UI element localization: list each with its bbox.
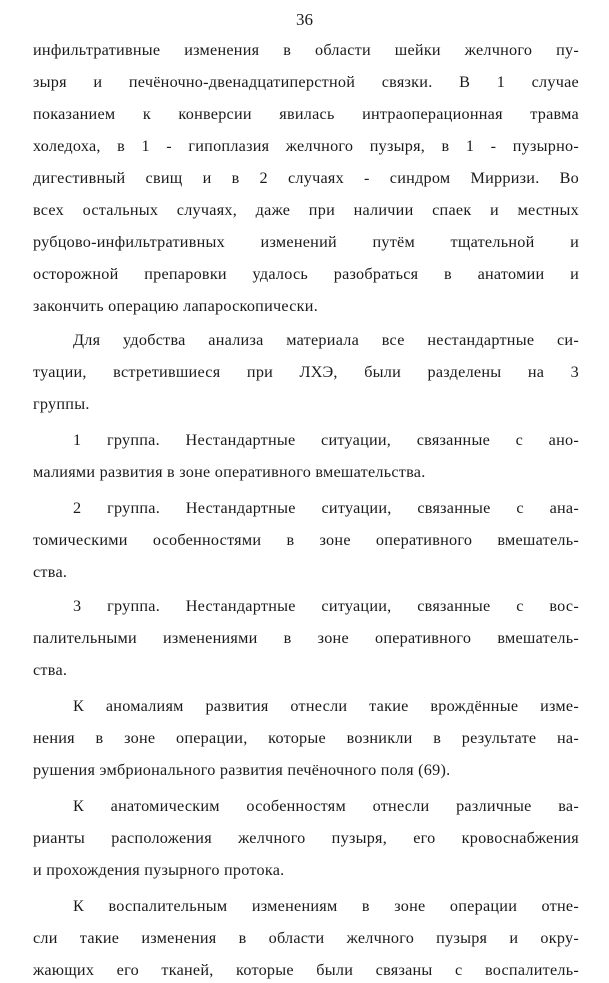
page-number: 36 (296, 10, 313, 29)
text-line: палительными изменениями в зоне оперативного вмешатель- (33, 629, 579, 647)
text-line: нения в зоне операции, которые возникли в результате на- (33, 729, 579, 747)
text-line: туации, встретившиеся при ЛХЭ, были разделены на 3 (33, 363, 579, 381)
text-line: группы. (33, 395, 90, 413)
text-line: Для удобства анализа материала все нестандартные си- (73, 331, 579, 349)
text-line: инфильтративные изменения в области шейки желчного пу- (33, 41, 579, 59)
text-line: ства. (33, 563, 68, 581)
text-line: малиями развития в зоне оперативного вмешательства. (33, 463, 426, 481)
text-line: К анатомическим особенностям отнесли различные ва- (73, 797, 579, 815)
text-line: закончить операцию лапароскопически. (33, 297, 318, 315)
text-line: рианты расположения желчного пузыря, его кровоснабжения (33, 829, 579, 847)
text-line: холедоха, в 1 - гипоплазия желчного пузыря, в 1 - пузырно- (33, 137, 579, 155)
text-line: 3 группа. Нестандартные ситуации, связанные с вос- (73, 597, 579, 615)
text-line: сли такие изменения в области желчного пузыря и окру- (33, 929, 579, 947)
text-line: К аномалиям развития отнесли такие врождённые изме- (73, 697, 579, 715)
text-line: К воспалительным изменениям в зоне операции отне- (73, 897, 579, 915)
text-line: дигестивный свищ и в 2 случаях - синдром Мирризи. Во (33, 169, 579, 187)
text-line: рушения эмбрионального развития печёночного поля (69). (33, 761, 451, 779)
text-line: рубцово-инфильтративных изменений путём тщательной и (33, 233, 579, 251)
text-line: осторожной препаровки удалось разобраться в анатомии и (33, 265, 579, 283)
text-line: ства. (33, 661, 68, 679)
text-line: 2 группа. Нестандартные ситуации, связанные с ана- (73, 499, 579, 517)
text-line: 1 группа. Нестандартные ситуации, связанные с ано- (73, 431, 579, 449)
text-line: томическими особенностями в зоне оперативного вмешатель- (33, 531, 579, 549)
text-line: всех остальных случаях, даже при наличии спаек и местных (33, 201, 579, 219)
text-line: жающих его тканей, которые были связаны с воспалитель- (33, 961, 579, 979)
text-line: и прохождения пузырного протока. (33, 861, 285, 879)
text-line: зыря и печёночно-двенадцатиперстной связки. В 1 случае (33, 73, 579, 91)
text-line: показанием к конверсии явилась интраоперационная травма (33, 105, 579, 123)
